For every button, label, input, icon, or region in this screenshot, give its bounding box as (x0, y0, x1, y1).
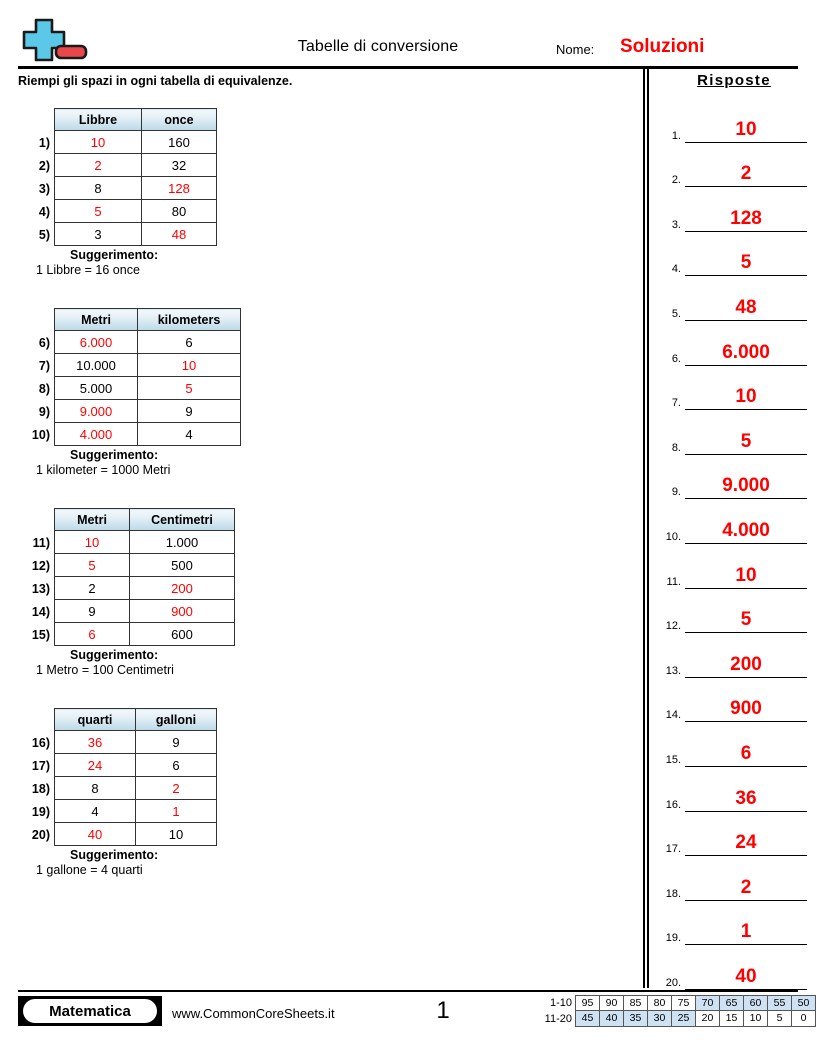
answer-value: 6.000 (722, 341, 770, 363)
answer-cell[interactable]: 10 (55, 131, 142, 154)
score-cell: 85 (623, 995, 648, 1011)
score-cell: 15 (719, 1010, 744, 1027)
score-row (528, 1011, 816, 1027)
given-cell: 8 (55, 177, 142, 200)
answer-cell[interactable]: 36 (55, 731, 136, 754)
given-cell: 10.000 (55, 354, 138, 377)
given-cell: 5.000 (55, 377, 138, 400)
given-cell: 1.000 (130, 531, 235, 554)
conversion-table (54, 508, 235, 646)
given-cell: 6 (138, 331, 241, 354)
answer-index: 6. (671, 352, 681, 365)
hint-body: 1 Metro = 100 Centimetri (36, 663, 174, 677)
hint-title: Suggerimento: (70, 848, 159, 862)
plus-minus-logo-icon (18, 18, 90, 64)
answer-cell[interactable]: 6.000 (55, 331, 138, 354)
column-header: Centimetri (130, 509, 235, 531)
hint-title: Suggerimento: (70, 648, 159, 662)
score-cell: 35 (623, 1010, 648, 1027)
answer-index: 1. (671, 129, 681, 142)
answer-value: 5 (740, 252, 752, 274)
answer-cell[interactable]: 10 (138, 354, 241, 377)
given-cell: 600 (130, 623, 235, 646)
row-number: 8) (38, 382, 50, 396)
answer-index: 3. (671, 218, 681, 231)
score-range-label: 1-10 (549, 997, 572, 1009)
answer-value: 2 (740, 163, 752, 185)
conversion-table-block (18, 308, 241, 477)
row-number: 7) (38, 359, 50, 373)
answer-cell[interactable]: 128 (142, 177, 217, 200)
table-header-row (55, 309, 241, 331)
answer-cell[interactable]: 1 (136, 800, 217, 823)
answer-value: 5 (740, 609, 752, 631)
answer-index: 5. (671, 307, 681, 320)
answer-cell[interactable]: 40 (55, 823, 136, 846)
answer-value: 4.000 (722, 519, 770, 541)
answer-value: 6 (740, 742, 752, 764)
score-cell: 25 (671, 1010, 696, 1027)
row-number: 13) (31, 582, 50, 596)
subject-badge (18, 996, 162, 1026)
answer-row (655, 321, 807, 366)
conversion-table-block (18, 708, 217, 877)
table-row (55, 754, 217, 777)
given-cell: 160 (142, 131, 217, 154)
given-cell: 3 (55, 223, 142, 246)
score-cell: 60 (743, 995, 768, 1011)
conversion-table-block (18, 108, 217, 277)
table-row (55, 331, 241, 354)
conversion-table (54, 308, 241, 446)
row-number: 16) (31, 736, 50, 750)
answer-value: 10 (735, 386, 757, 408)
score-cell: 45 (575, 1010, 600, 1027)
row-number: 14) (31, 605, 50, 619)
table-row (55, 423, 241, 446)
given-cell: 8 (55, 777, 136, 800)
table-row (55, 600, 235, 623)
answer-cell[interactable]: 6 (55, 623, 130, 646)
table-row (55, 731, 217, 754)
answer-value: 900 (730, 698, 762, 720)
answer-index: 20. (665, 976, 681, 989)
answers-heading: Risposte (697, 72, 771, 89)
row-number: 4) (38, 205, 50, 219)
table-row (55, 400, 241, 423)
answer-index: 8. (671, 441, 681, 454)
answer-row (655, 410, 807, 455)
table-row (55, 800, 217, 823)
score-cell: 65 (719, 995, 744, 1011)
score-row (528, 995, 816, 1011)
answer-cell[interactable]: 4.000 (55, 423, 138, 446)
row-number: 15) (31, 628, 50, 642)
score-cell: 75 (671, 995, 696, 1011)
answer-row (655, 945, 807, 990)
answer-value: 1 (740, 921, 752, 943)
table-row (55, 554, 235, 577)
score-range-label: 11-20 (544, 1013, 572, 1025)
answer-row (655, 812, 807, 857)
column-header: Metri (55, 309, 138, 331)
hint-title: Suggerimento: (70, 248, 159, 262)
given-cell: 32 (142, 154, 217, 177)
answer-row (655, 187, 807, 232)
row-number: 10) (31, 428, 50, 442)
answer-cell[interactable]: 200 (130, 577, 235, 600)
answer-row (655, 589, 807, 634)
answer-cell[interactable]: 5 (55, 200, 142, 223)
answer-row (655, 722, 807, 767)
answer-value: 2 (740, 876, 752, 898)
footer-divider (18, 990, 798, 992)
answer-index: 7. (671, 397, 681, 410)
answer-row (655, 678, 807, 723)
score-cell: 95 (575, 995, 600, 1011)
answer-index: 17. (665, 843, 681, 856)
answer-index: 2. (671, 174, 681, 187)
answer-cell[interactable]: 2 (136, 777, 217, 800)
row-number: 20) (31, 828, 50, 842)
row-number: 1) (38, 136, 50, 150)
answer-row (655, 455, 807, 500)
answer-index: 19. (665, 932, 681, 945)
table-row (55, 154, 217, 177)
instructions-text: Riempi gli spazi in ogni tabella di equivalenze. (18, 74, 293, 88)
answer-cell[interactable]: 24 (55, 754, 136, 777)
answer-cell[interactable]: 900 (130, 600, 235, 623)
answer-value: 5 (740, 430, 752, 452)
score-cell: 50 (791, 995, 816, 1011)
table-header-row (55, 509, 235, 531)
answer-row (655, 98, 807, 143)
answer-row (655, 499, 807, 544)
conversion-table (54, 108, 217, 246)
answer-cell[interactable]: 48 (142, 223, 217, 246)
answer-value: 128 (730, 207, 762, 229)
hint-title: Suggerimento: (70, 448, 159, 462)
row-number: 9) (38, 405, 50, 419)
answer-cell[interactable]: 2 (55, 154, 142, 177)
answer-value: 9.000 (722, 475, 770, 497)
answer-index: 4. (671, 263, 681, 276)
page-number: 1 (436, 997, 450, 1024)
answer-value: 40 (735, 965, 757, 987)
row-number: 3) (38, 182, 50, 196)
row-number: 6) (38, 336, 50, 350)
table-header-row (55, 109, 217, 131)
column-header: galloni (136, 709, 217, 731)
table-row (55, 200, 217, 223)
score-cell: 10 (743, 1010, 768, 1027)
given-cell: 9 (55, 600, 130, 623)
score-cell: 70 (695, 995, 720, 1011)
score-cell: 30 (647, 1010, 672, 1027)
answer-cell[interactable]: 10 (55, 531, 130, 554)
name-label: Nome: (556, 42, 595, 57)
column-header: once (142, 109, 217, 131)
subject-badge-label: Matematica (23, 999, 157, 1023)
answer-index: 18. (665, 887, 681, 900)
score-cell: 5 (767, 1010, 792, 1027)
answer-cell[interactable]: 5 (55, 554, 130, 577)
answer-value: 10 (735, 118, 757, 140)
table-header-row (55, 709, 217, 731)
table-row (55, 577, 235, 600)
conversion-table (54, 708, 217, 846)
score-cell: 80 (647, 995, 672, 1011)
table-row (55, 377, 241, 400)
score-cell: 0 (791, 1010, 816, 1027)
answer-index: 11. (666, 575, 681, 588)
table-row (55, 177, 217, 200)
hint-body: 1 gallone = 4 quarti (36, 863, 143, 877)
answer-index: 13. (665, 664, 681, 677)
answer-cell[interactable]: 5 (138, 377, 241, 400)
column-header: Metri (55, 509, 130, 531)
answer-index: 14. (665, 709, 681, 722)
score-cell: 90 (599, 995, 624, 1011)
column-divider (643, 68, 649, 988)
row-number: 2) (38, 159, 50, 173)
row-number: 5) (38, 228, 50, 242)
given-cell: 80 (142, 200, 217, 223)
site-url: www.CommonCoreSheets.it (172, 1006, 335, 1021)
answer-index: 10. (665, 530, 681, 543)
given-cell: 4 (138, 423, 241, 446)
answer-value: 36 (735, 787, 757, 809)
row-number: 11) (32, 536, 50, 550)
answer-row (655, 366, 807, 411)
answer-value: 200 (730, 653, 762, 675)
answer-row (655, 232, 807, 277)
answer-cell[interactable]: 9.000 (55, 400, 138, 423)
page-title: Tabelle di conversione (297, 38, 459, 55)
score-grid (528, 995, 816, 1027)
conversion-table-block (18, 508, 235, 677)
answer-row (655, 901, 807, 946)
answer-row (655, 143, 807, 188)
answer-row (655, 633, 807, 678)
table-row (55, 354, 241, 377)
score-cell: 40 (599, 1010, 624, 1027)
row-number: 12) (31, 559, 50, 573)
table-row (55, 623, 235, 646)
answer-row (655, 544, 807, 589)
row-number: 18) (31, 782, 50, 796)
given-cell: 6 (136, 754, 217, 777)
table-row (55, 531, 235, 554)
answer-index: 15. (665, 753, 681, 766)
score-cell: 55 (767, 995, 792, 1011)
hint-body: 1 kilometer = 1000 Metri (36, 463, 171, 477)
answer-value: 10 (735, 564, 757, 586)
table-row (55, 777, 217, 800)
table-row (55, 823, 217, 846)
given-cell: 4 (55, 800, 136, 823)
given-cell: 9 (138, 400, 241, 423)
row-number: 17) (31, 759, 50, 773)
column-header: kilometers (138, 309, 241, 331)
row-number: 19) (31, 805, 50, 819)
given-cell: 9 (136, 731, 217, 754)
column-header: Libbre (55, 109, 142, 131)
given-cell: 2 (55, 577, 130, 600)
name-value: Soluzioni (620, 36, 705, 57)
table-row (55, 131, 217, 154)
answer-row (655, 767, 807, 812)
answer-index: 9. (671, 486, 681, 499)
given-cell: 10 (136, 823, 217, 846)
score-cell: 20 (695, 1010, 720, 1027)
given-cell: 500 (130, 554, 235, 577)
column-header: quarti (55, 709, 136, 731)
header-divider (18, 66, 798, 69)
answer-value: 24 (735, 832, 757, 854)
answer-value: 48 (735, 296, 757, 318)
answer-index: 12. (665, 620, 681, 633)
answer-row (655, 276, 807, 321)
hint-body: 1 Libbre = 16 once (36, 263, 140, 277)
table-row (55, 223, 217, 246)
answer-index: 16. (665, 798, 681, 811)
answer-row (655, 856, 807, 901)
